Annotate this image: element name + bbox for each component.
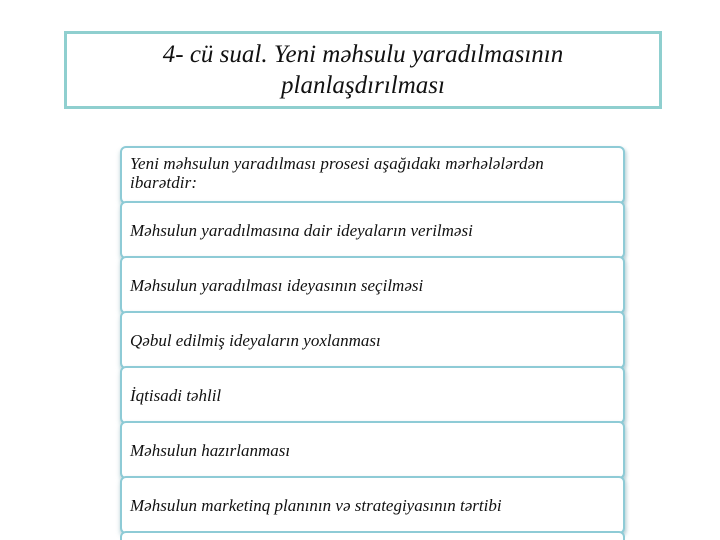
- stage-box-4: [120, 366, 625, 424]
- slide-title-box: [64, 31, 662, 109]
- stage-text: Məhsulun yaradılmasına dair ideyaların verilməsi: [130, 220, 473, 240]
- stage-box-1: [120, 201, 625, 259]
- stage-text: Məhsulun yaradılması ideyasının seçilməsi: [130, 275, 424, 295]
- stage-text: Qəbul edilmiş ideyaların yoxlanması: [130, 330, 381, 350]
- stage-text: İqtisadi təhlil: [130, 385, 222, 405]
- stages-list: [120, 146, 625, 540]
- stage-box-2: [120, 256, 625, 314]
- intro-text: Yeni məhsulun yaradılması prosesi aşağıdakı mərhələlərdən ibarətdir:: [130, 154, 544, 192]
- stage-box-6: [120, 476, 625, 534]
- stage-box-cutoff: [120, 531, 625, 540]
- stage-text: Məhsulun marketinq planının və strategiyasının tərtibi: [130, 495, 502, 515]
- intro-box: [120, 146, 625, 204]
- stage-text: Məhsulun hazırlanması: [130, 440, 291, 460]
- stage-box-5: [120, 421, 625, 479]
- slide-title: 4- cü sual. Yeni məhsulu yaradılmasının planlaşdırılması: [162, 41, 564, 99]
- stage-box-3: [120, 311, 625, 369]
